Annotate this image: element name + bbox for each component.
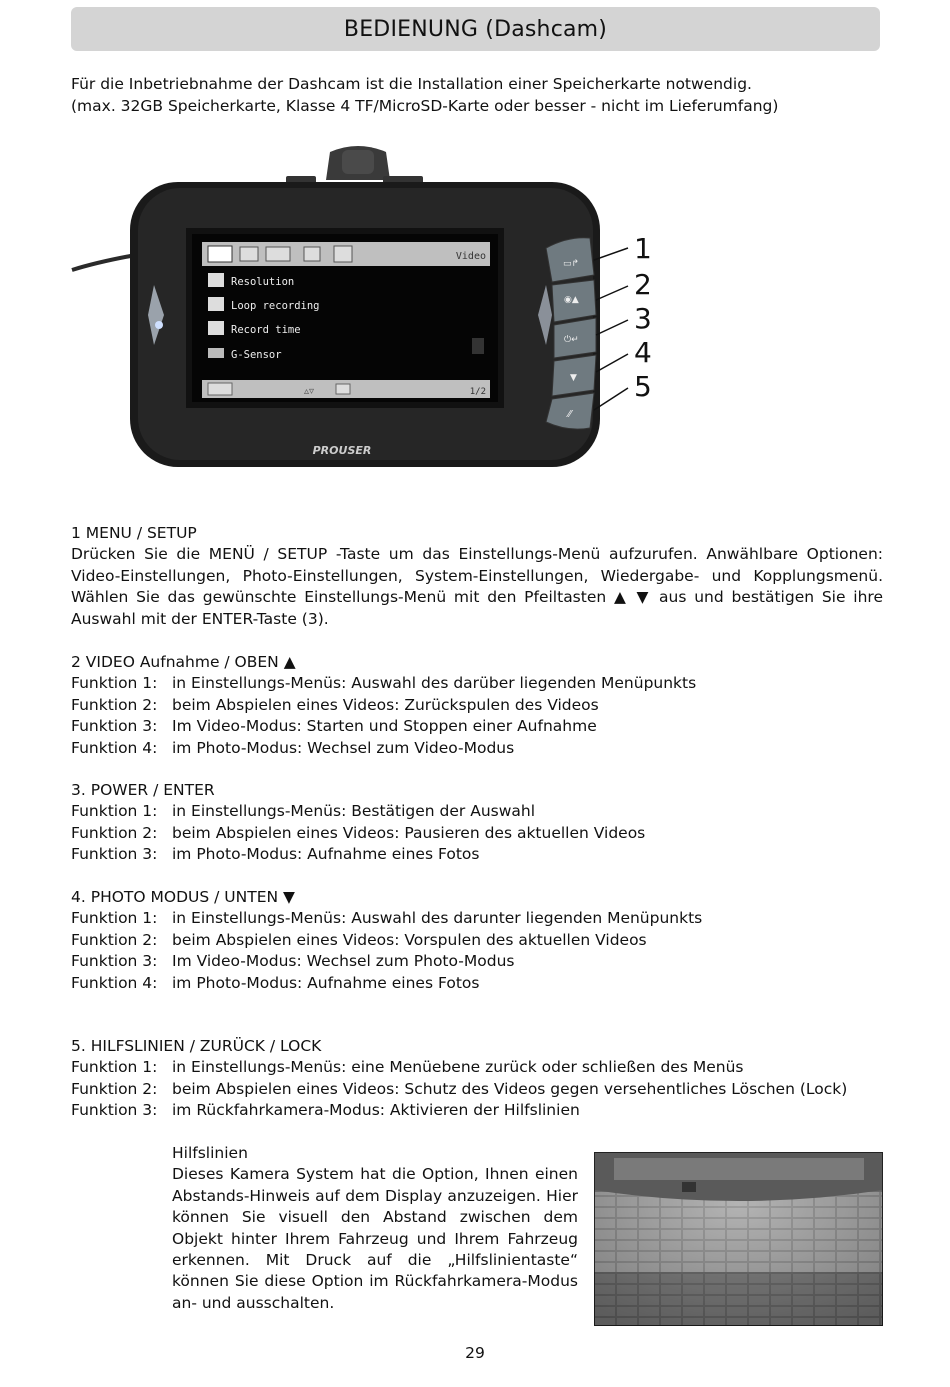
function-label: Funktion 3: xyxy=(71,952,158,971)
screen-page-indicator: 1/2 xyxy=(469,387,486,397)
svg-text:◉▲: ◉▲ xyxy=(564,295,579,305)
hilfslinien-text: Dieses Kamera System hat die Option, Ihnen einen Abstands-Hinweis auf dem Display anzuzeigen. Hier können Sie visuell den Abstand zwischen dem Objekt hinter Ihrem Fahrzeug und Ihrem Fahrzeug erkennen. Mit Druck auf die „Hilfslinientaste“ können Sie diese Option im Rückfahrkamera-Modus an- und ausschalten. xyxy=(172,1165,578,1312)
function-row xyxy=(71,695,883,716)
intro-line: Für die Inbetriebnahme der Dashcam ist die Installation einer Speicherkarte notwendig. xyxy=(71,75,752,93)
section-text: Drücken Sie die MENÜ / SETUP -Taste um das Einstellungs-Menü aufzurufen. Anwählbare Optionen: Video-Einstellungen, Photo-Einstellungen, System-Einstellungen, Wiedergabe- und Kopplungsmenü. Wählen Sie das gewünschte Einstellungs-Menü mit den Pfeiltasten ▲ ▼ aus und bestätigen Sie ihre Auswahl mit der ENTER-Taste (3). xyxy=(71,545,883,628)
function-text: beim Abspielen eines Videos: Schutz des Videos gegen versehentliches Löschen (Lock) xyxy=(172,1079,848,1098)
function-label: Funktion 3: xyxy=(71,717,158,736)
function-label: Funktion 2: xyxy=(71,930,158,949)
section-title: 2 VIDEO Aufnahme / OBEN ▲ xyxy=(71,653,296,671)
function-label: Funktion 2: xyxy=(71,695,158,714)
hilfslinien-title: Hilfslinien xyxy=(172,1144,248,1162)
function-label: Funktion 3: xyxy=(71,1101,158,1120)
function-label: Funktion 1: xyxy=(71,674,158,693)
intro-text xyxy=(71,74,891,117)
section-photo-unten xyxy=(71,887,883,994)
function-text: in Einstellungs-Menüs: Auswahl des darüber liegenden Menüpunkts xyxy=(172,674,697,693)
function-row xyxy=(71,801,883,822)
callout-number: 2 xyxy=(634,268,652,301)
page-number: 29 xyxy=(465,1344,485,1362)
function-row xyxy=(71,973,883,994)
function-text: in Einstellungs-Menüs: Auswahl des darunter liegenden Menüpunkts xyxy=(172,909,703,928)
function-text: Im Video-Modus: Wechsel zum Photo-Modus xyxy=(172,952,515,971)
function-row xyxy=(71,1100,883,1121)
function-row xyxy=(71,908,883,929)
section-menu-setup xyxy=(71,523,883,630)
function-row xyxy=(71,1079,883,1100)
page-title: BEDIENUNG (Dashcam) xyxy=(343,16,608,42)
function-row xyxy=(71,823,883,844)
section-title: 5. HILFSLINIEN / ZURÜCK / LOCK xyxy=(71,1037,322,1055)
callout-number: 5 xyxy=(634,370,652,403)
svg-text:▵▿: ▵▿ xyxy=(304,386,315,397)
function-text: beim Abspielen eines Videos: Pausieren des aktuellen Videos xyxy=(172,823,646,842)
section-title: 3. POWER / ENTER xyxy=(71,781,215,799)
function-row xyxy=(71,951,883,972)
svg-text:▭↱: ▭↱ xyxy=(563,259,580,269)
section-title: 1 MENU / SETUP xyxy=(71,524,197,542)
function-text: im Photo-Modus: Aufnahme eines Fotos xyxy=(172,973,480,992)
callout-number: 1 xyxy=(634,232,652,265)
screen-menu-item: Resolution xyxy=(231,276,295,288)
function-text: im Rückfahrkamera-Modus: Aktivieren der Hilfslinien xyxy=(172,1101,580,1120)
function-label: Funktion 2: xyxy=(71,1079,158,1098)
function-label: Funktion 1: xyxy=(71,1058,158,1077)
function-text: beim Abspielen eines Videos: Zurückspulen des Videos xyxy=(172,695,599,714)
function-text: in Einstellungs-Menüs: eine Menüebene zurück oder schließen des Menüs xyxy=(172,1058,744,1077)
function-label: Funktion 4: xyxy=(71,973,158,992)
function-row xyxy=(71,673,883,694)
svg-text:⁄⁄: ⁄⁄ xyxy=(568,409,572,420)
hilfslinien-block xyxy=(172,1143,578,1314)
function-row xyxy=(71,930,883,951)
callout-number: 4 xyxy=(634,336,652,369)
screen-menu-item: G-Sensor xyxy=(231,349,282,361)
function-text: Im Video-Modus: Starten und Stoppen einer Aufnahme xyxy=(172,717,597,736)
function-text: im Photo-Modus: Aufnahme eines Fotos xyxy=(172,845,480,864)
function-text: in Einstellungs-Menüs: Bestätigen der Auswahl xyxy=(172,802,536,821)
function-label: Funktion 1: xyxy=(71,802,158,821)
intro-line: (max. 32GB Speicherkarte, Klasse 4 TF/MicroSD-Karte oder besser - nicht im Lieferumfang) xyxy=(71,96,779,115)
section-title: 4. PHOTO MODUS / UNTEN ▼ xyxy=(71,888,295,906)
brand-logo: PROUSER xyxy=(312,444,372,457)
screen-menu-item: Record time xyxy=(231,324,301,336)
function-text: beim Abspielen eines Videos: Vorspulen des aktuellen Videos xyxy=(172,930,647,949)
function-row xyxy=(71,716,883,737)
function-row xyxy=(71,844,883,865)
svg-text:⏻↵: ⏻↵ xyxy=(564,335,579,345)
section-power-enter xyxy=(71,780,883,866)
function-label: Funktion 4: xyxy=(71,738,158,757)
section-video-oben xyxy=(71,652,883,759)
callout-number: 3 xyxy=(634,302,652,335)
rear-camera-photo xyxy=(594,1152,883,1326)
function-text: im Photo-Modus: Wechsel zum Video-Modus xyxy=(172,738,515,757)
page-header xyxy=(71,7,880,51)
function-label: Funktion 3: xyxy=(71,845,158,864)
dashcam-illustration xyxy=(68,140,658,475)
function-label: Funktion 2: xyxy=(71,823,158,842)
function-row xyxy=(71,738,883,759)
function-row xyxy=(71,1057,883,1078)
screen-menu-item: Loop recording xyxy=(231,300,320,312)
svg-text:▼: ▼ xyxy=(570,373,577,383)
screen-tab-label: Video xyxy=(455,251,486,262)
section-hilfslinien-zurueck-lock xyxy=(71,1036,883,1122)
function-label: Funktion 1: xyxy=(71,909,158,928)
